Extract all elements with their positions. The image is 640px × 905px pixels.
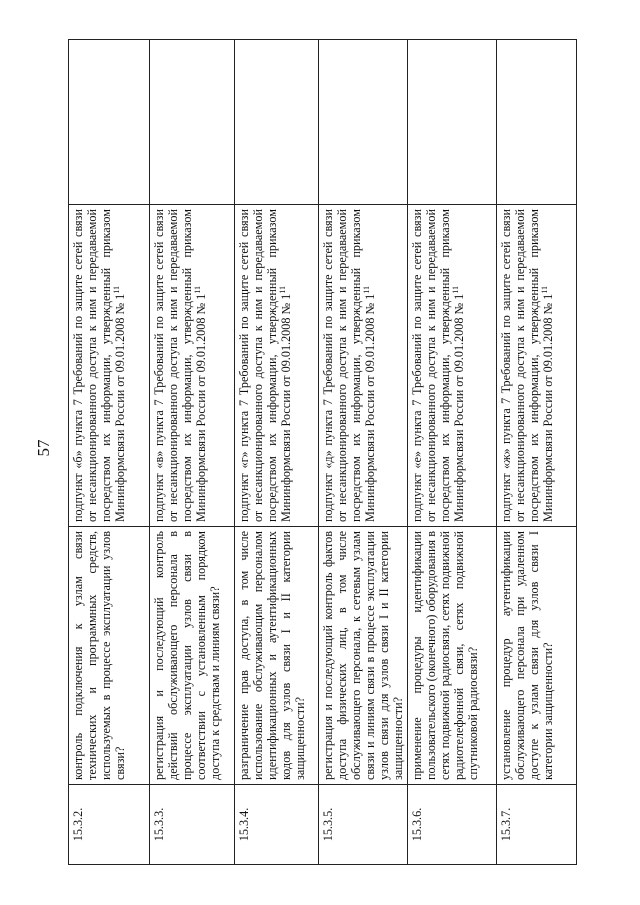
requirements-table <box>68 39 577 865</box>
requirements-table-wrapper <box>68 40 573 865</box>
table-row <box>150 40 235 865</box>
reference-text: подпункт «б» пункта 7 Требований по защите сетей связи от несанкционированного доступа к ним и передаваемой посредством их информации, утвержденный приказом Мининформсвязи России от 09.01.2008 № 1 <box>71 209 128 522</box>
footnote-mark: 11 <box>362 286 372 294</box>
requirement-text: контроль подключения к узлам связи технических и программных средств, используемых в процессе эксплуатации узлов связи? <box>69 527 150 785</box>
footnote-mark: 11 <box>540 286 550 294</box>
table-row <box>497 40 577 865</box>
footnote-mark: 11 <box>451 286 461 294</box>
requirement-text: применение процедуры идентификации пользовательского (оконечного) оборудования в сетях подвижной радиосвязи, сетях подвижной радиотелефонной связи, сетях подвижной спутниковой радиосвязи? <box>408 527 497 785</box>
extra-cell <box>150 40 235 205</box>
row-number: 15.3.3. <box>150 785 235 865</box>
table-row <box>235 40 319 865</box>
row-number: 15.3.2. <box>69 785 150 865</box>
reference-text: подпункт «ж» пункта 7 Требований по защите сетей связи от несанкционированного доступа к ним и передаваемой посредством их информации, утвержденный приказом Мининформсвязи России от 09.01.2008 № 1 <box>499 209 556 522</box>
requirement-text: установление процедур аутентификации обслуживающего персонала при удаленном доступе к узлам связи для узлов связи I категории защищенности? <box>497 527 577 785</box>
row-number: 15.3.6. <box>408 785 497 865</box>
table-row <box>408 40 497 865</box>
extra-cell <box>319 40 408 205</box>
row-number: 15.3.5. <box>319 785 408 865</box>
table-row <box>319 40 408 865</box>
footnote-mark: 11 <box>278 286 288 294</box>
extra-cell <box>69 40 150 205</box>
table-row <box>69 40 150 865</box>
requirement-text: регистрация и последующий контроль фактов доступа физических лиц, в том числе обслуживающего персонала, к сетевым узлам связи и линиям связи в процессе эксплуатации узлов связи для узлов связи I и II категории защищенности? <box>319 527 408 785</box>
reference-cell <box>497 205 577 527</box>
reference-text: подпункт «в» пункта 7 Требований по защите сетей связи от несанкционированного доступа к ним и передаваемой посредством их информации, утвержденный приказом Мининформсвязи России от 09.01.2008 № 1 <box>152 209 209 522</box>
row-number: 15.3.7. <box>497 785 577 865</box>
row-number: 15.3.4. <box>235 785 319 865</box>
reference-text: подпункт «д» пункта 7 Требований по защите сетей связи от несанкционированного доступа к ним и передаваемой посредством их информации, утвержденный приказом Мининформсвязи России от 09.01.2008 № 1 <box>321 209 378 522</box>
extra-cell <box>497 40 577 205</box>
reference-cell <box>319 205 408 527</box>
page-number: 57 <box>34 439 53 457</box>
extra-cell <box>235 40 319 205</box>
reference-cell <box>150 205 235 527</box>
reference-text: подпункт «г» пункта 7 Требований по защите сетей связи от несанкционированного доступа к ним и передаваемой посредством их информации, утвержденный приказом Мининформсвязи России от 09.01.2008 № 1 <box>237 209 294 522</box>
reference-cell <box>408 205 497 527</box>
footnote-mark: 11 <box>193 286 203 294</box>
extra-cell <box>408 40 497 205</box>
requirement-text: разграничение прав доступа, в том числе использование обслуживающим персоналом идентификационных и аутентификационных кодов для узлов связи I и II категории защищенности? <box>235 527 319 785</box>
requirement-text: регистрация и последующий контроль действий обслуживающего персонала в процессе эксплуатации узлов связи в соответствии с установленным порядком доступа к средствам и линиям связи? <box>150 527 235 785</box>
reference-text: подпункт «е» пункта 7 Требований по защите сетей связи от несанкционированного доступа к ним и передаваемой посредством их информации, утвержденный приказом Мининформсвязи России от 09.01.2008 № 1 <box>410 209 467 522</box>
reference-cell <box>235 205 319 527</box>
reference-cell <box>69 205 150 527</box>
footnote-mark: 11 <box>112 286 122 294</box>
